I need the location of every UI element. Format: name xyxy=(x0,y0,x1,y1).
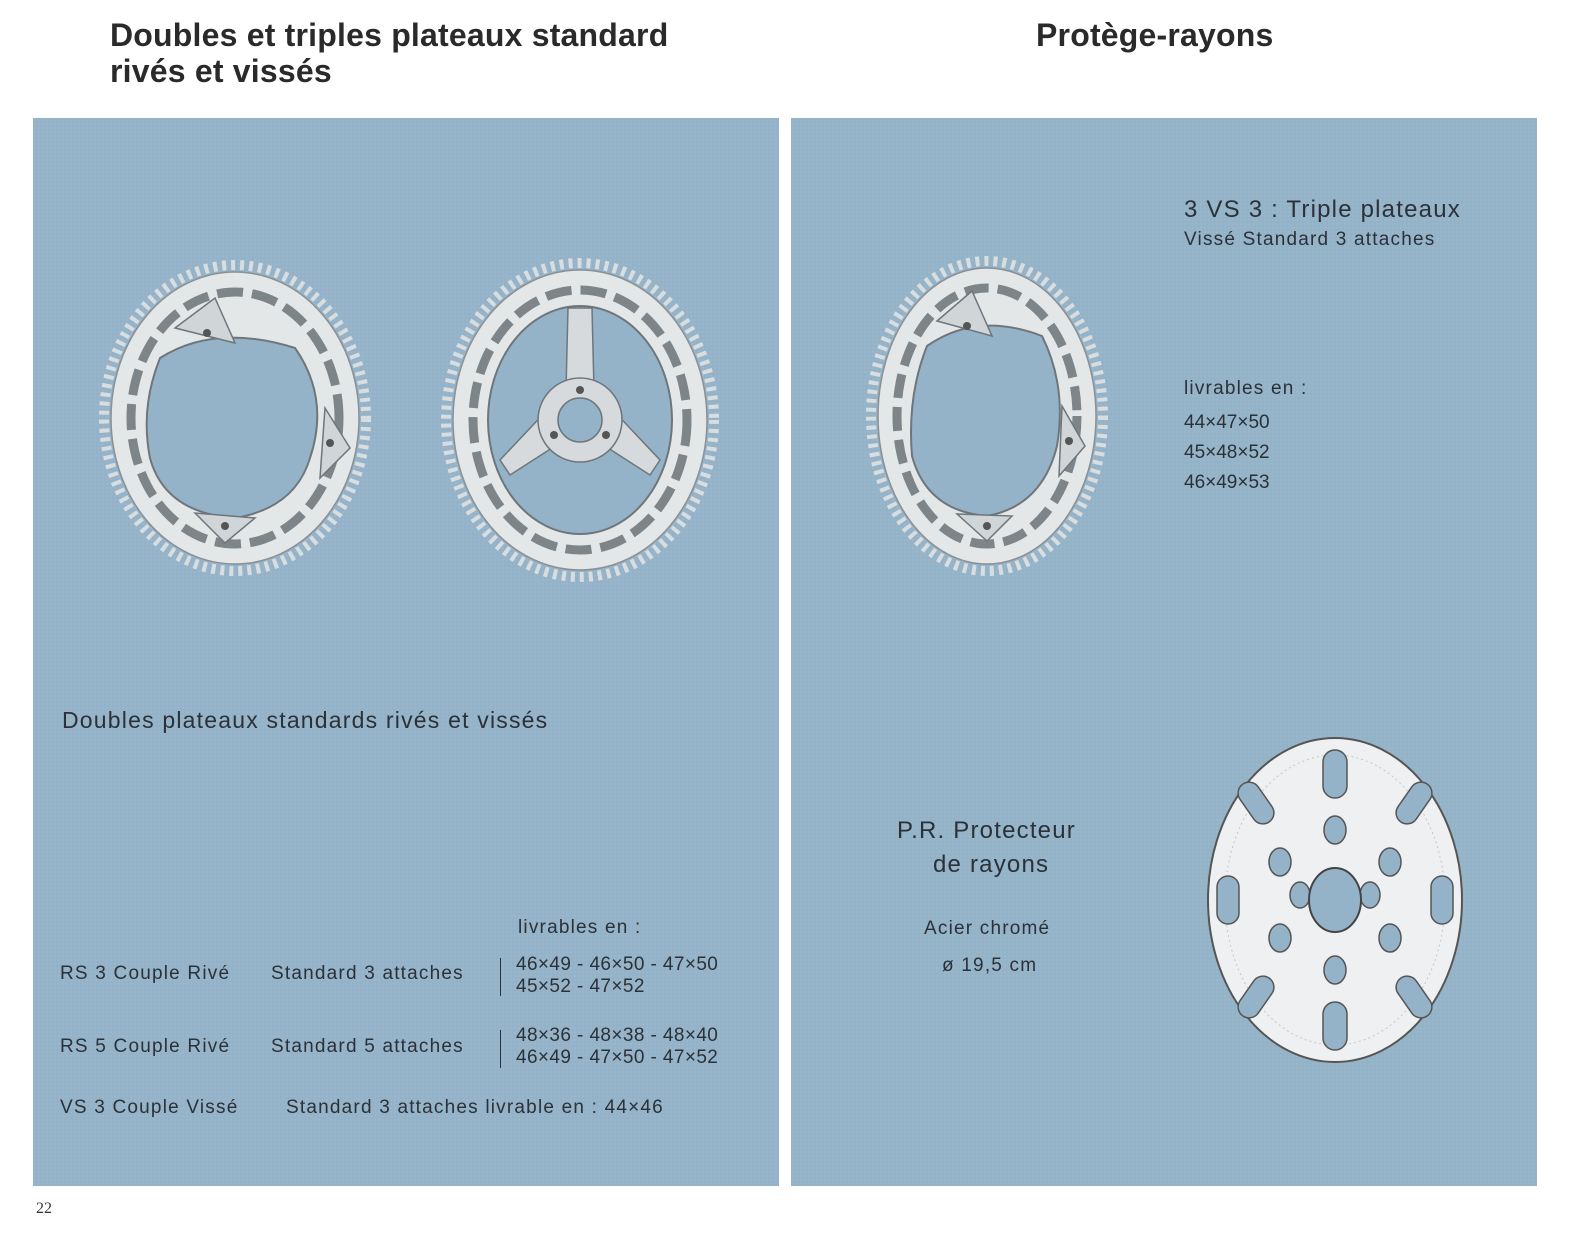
rs3-sizes-line1: 46×49 - 46×50 - 47×50 xyxy=(516,954,719,975)
spoke-protector-illustration xyxy=(1205,735,1465,1065)
rs5-brace xyxy=(500,1030,507,1068)
bolted-chainring-illustration xyxy=(438,255,722,585)
right-available-label: livrables en : xyxy=(1184,378,1308,399)
page-number: 22 xyxy=(36,1200,52,1217)
rs3-brace xyxy=(500,958,507,996)
rs3-spec: Standard 3 attaches xyxy=(271,963,464,984)
left-heading-line2: rivés et vissés xyxy=(110,53,332,89)
triple-size-1: 44×47×50 xyxy=(1184,412,1270,433)
protector-material: Acier chromé xyxy=(924,918,1051,939)
triple-chainring-illustration xyxy=(865,255,1109,577)
rs5-sizes-line1: 48×36 - 48×38 - 48×40 xyxy=(516,1025,719,1046)
protector-diameter: ø 19,5 cm xyxy=(942,955,1038,976)
protector-title-line2: de rayons xyxy=(933,851,1050,878)
rs5-name: RS 5 Couple Rivé xyxy=(60,1036,231,1057)
vs3-spec: Standard 3 attaches livrable en : 44×46 xyxy=(286,1097,664,1118)
vs3-name: VS 3 Couple Vissé xyxy=(60,1097,239,1118)
protector-title-line1: P.R. Protecteur xyxy=(897,817,1076,844)
left-heading xyxy=(110,17,668,89)
rs5-sizes-line2: 46×49 - 47×50 - 47×52 xyxy=(516,1047,719,1068)
rs3-sizes-line2: 45×52 - 47×52 xyxy=(516,976,645,997)
triple-subtitle: Vissé Standard 3 attaches xyxy=(1184,229,1436,250)
riveted-chainring-illustration xyxy=(95,258,375,578)
left-heading-line1: Doubles et triples plateaux standard xyxy=(110,17,669,53)
triple-title: 3 VS 3 : Triple plateaux xyxy=(1184,196,1461,223)
right-heading: Protège-rayons xyxy=(1036,17,1274,53)
rs5-spec: Standard 5 attaches xyxy=(271,1036,464,1057)
triple-size-2: 45×48×52 xyxy=(1184,442,1270,463)
left-available-label: livrables en : xyxy=(518,917,642,938)
rs3-name: RS 3 Couple Rivé xyxy=(60,963,231,984)
left-subtitle: Doubles plateaux standards rivés et vissés xyxy=(62,707,549,733)
triple-size-3: 46×49×53 xyxy=(1184,472,1270,493)
